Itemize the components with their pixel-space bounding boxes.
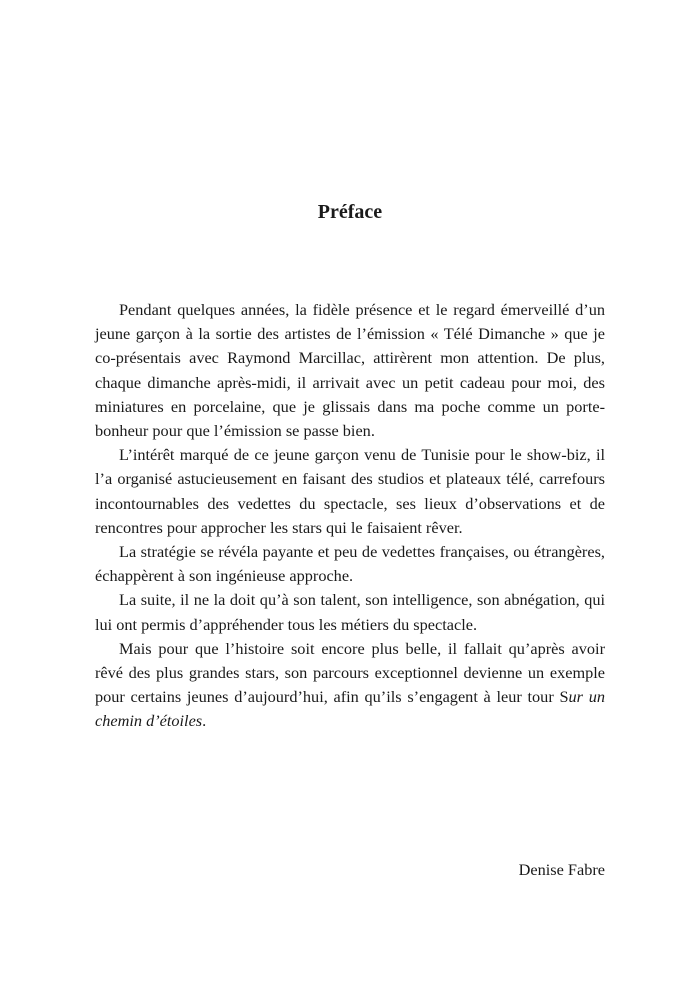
paragraph-5	[95, 637, 605, 734]
signature: Denise Fabre	[518, 860, 605, 879]
paragraph-2: L’intérêt marqué de ce jeune garçon venu de Tunisie pour le show-biz, il l’a organisé astucieusement en faisant des studios et plateaux télé, carrefours incontournables des vedettes du spectacle, ses lieux d’observations et de rencontres pour approcher les stars qui le faisaient rêver.	[95, 445, 605, 537]
paragraph-5-end: .	[202, 711, 207, 731]
paragraph-1: Pendant quelques années, la fidèle présence et le regard émerveillé d’un jeune garçon à la sortie des artistes de l’émission « Télé Dimanche » que je co-présentais avec Raymond Marcillac, attirèrent mon attention. De plus, chaque dimanche après-midi, il arrivait avec un petit cadeau pour moi, des miniatures en porcelaine, que je glissais dans ma poche comme un porte-bonheur pour que l’émission se passe bien.	[95, 300, 605, 441]
paragraph-5-text: Mais pour que l’histoire soit encore plus belle, il fallait qu’après avoir rêvé des plus grandes stars, son parcours exceptionnel devienne un exemple pour certains jeunes d’aujourd’hui, afin qu’ils s’engagent à leur tour S	[95, 638, 605, 707]
paragraph-4: La suite, il ne la doit qu’à son talent, son intelligence, son abnégation, qui lui ont permis d’appréhender tous les métiers du spectacle.	[95, 590, 605, 634]
book-title-italic: ur un chemin d’étoiles	[95, 687, 605, 731]
preface-body	[95, 298, 605, 734]
paragraph-3: La stratégie se révéla payante et peu de vedettes françaises, ou étrangères, échappèrent à son ingénieuse approche.	[95, 542, 605, 586]
page-title: Préface	[317, 201, 383, 223]
